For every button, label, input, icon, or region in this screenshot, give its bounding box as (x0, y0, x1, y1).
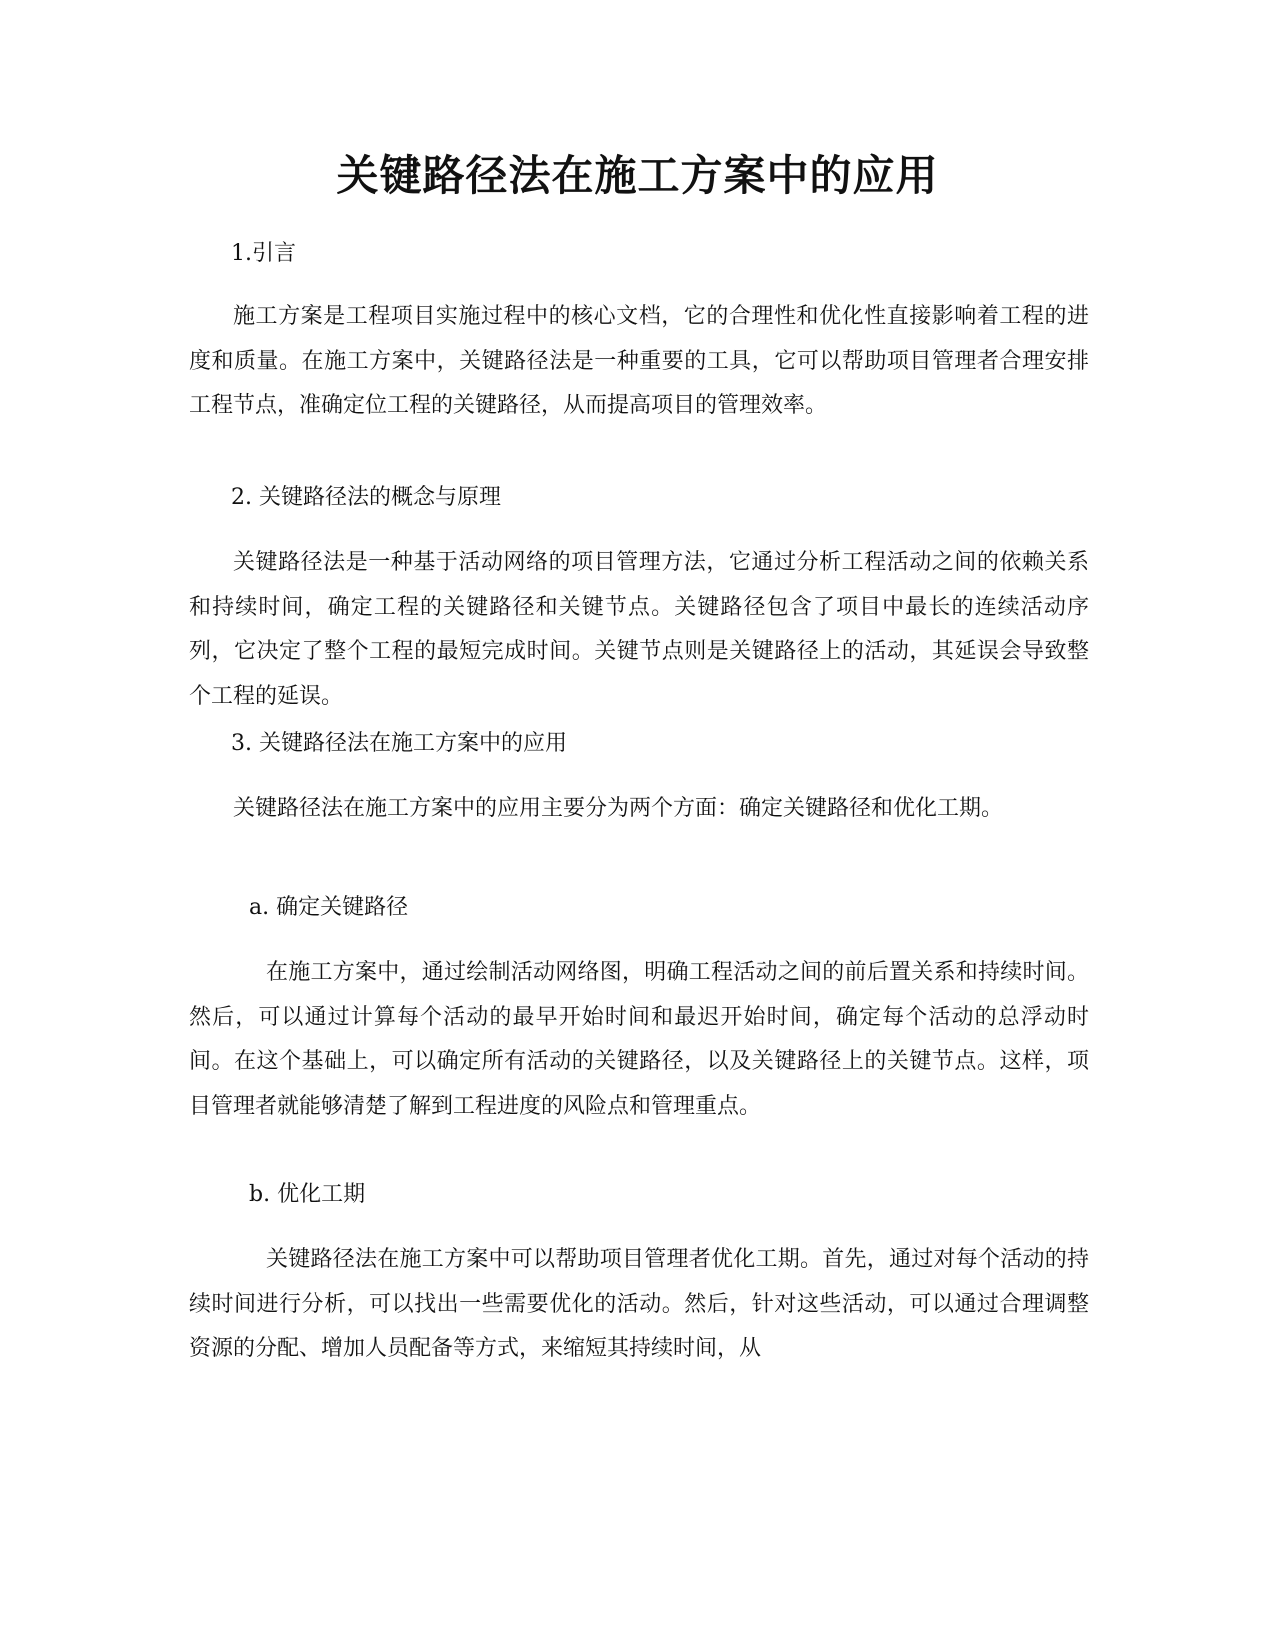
section-heading-concept: 2. 关键路径法的概念与原理 (231, 485, 501, 510)
paragraph-introduction: 施工方案是工程项目实施过程中的核心文档，它的合理性和优化性直接影响着工程的进度和质量。在施工方案中，关键路径法是一种重要的工具，它可以帮助项目管理者合理安排工程节点，准确定位工程的关键路径，从而提高项目的管理效率。 (189, 304, 1089, 418)
page-title: 关键路径法在施工方案中的应用 (336, 151, 939, 200)
paragraph-critical-path: 在施工方案中，通过绘制活动网络图，明确工程活动之间的前后置关系和持续时间。然后，可以通过计算每个活动的最早开始时间和最迟开始时间，确定每个活动的总浮动时间。在这个基础上，可以确定所有活动的关键路径，以及关键路径上的关键节点。这样，项目管理者就能够清楚了解到工程进度的风险点和管理重点。 (189, 960, 1089, 1119)
paragraph-optimize-schedule: 关键路径法在施工方案中可以帮助项目管理者优化工期。首先，通过对每个活动的持续时间进行分析，可以找出一些需要优化的活动。然后，针对这些活动，可以通过合理调整资源的分配、增加人员配备等方式，来缩短其持续时间，从 (189, 1247, 1089, 1361)
section-heading-introduction: 1.引言 (231, 241, 296, 266)
subsection-heading-critical-path: a. 确定关键路径 (249, 895, 409, 920)
subsection-heading-optimize-schedule: b. 优化工期 (249, 1182, 366, 1207)
section-heading-application: 3. 关键路径法在施工方案中的应用 (231, 731, 567, 756)
paragraph-concept: 关键路径法是一种基于活动网络的项目管理方法，它通过分析工程活动之间的依赖关系和持续时间，确定工程的关键路径和关键节点。关键路径包含了项目中最长的连续活动序列，它决定了整个工程的最短完成时间。关键节点则是关键路径上的活动，其延误会导致整个工程的延误。 (189, 550, 1089, 709)
paragraph-application: 关键路径法在施工方案中的应用主要分为两个方面：确定关键路径和优化工期。 (233, 796, 1004, 821)
